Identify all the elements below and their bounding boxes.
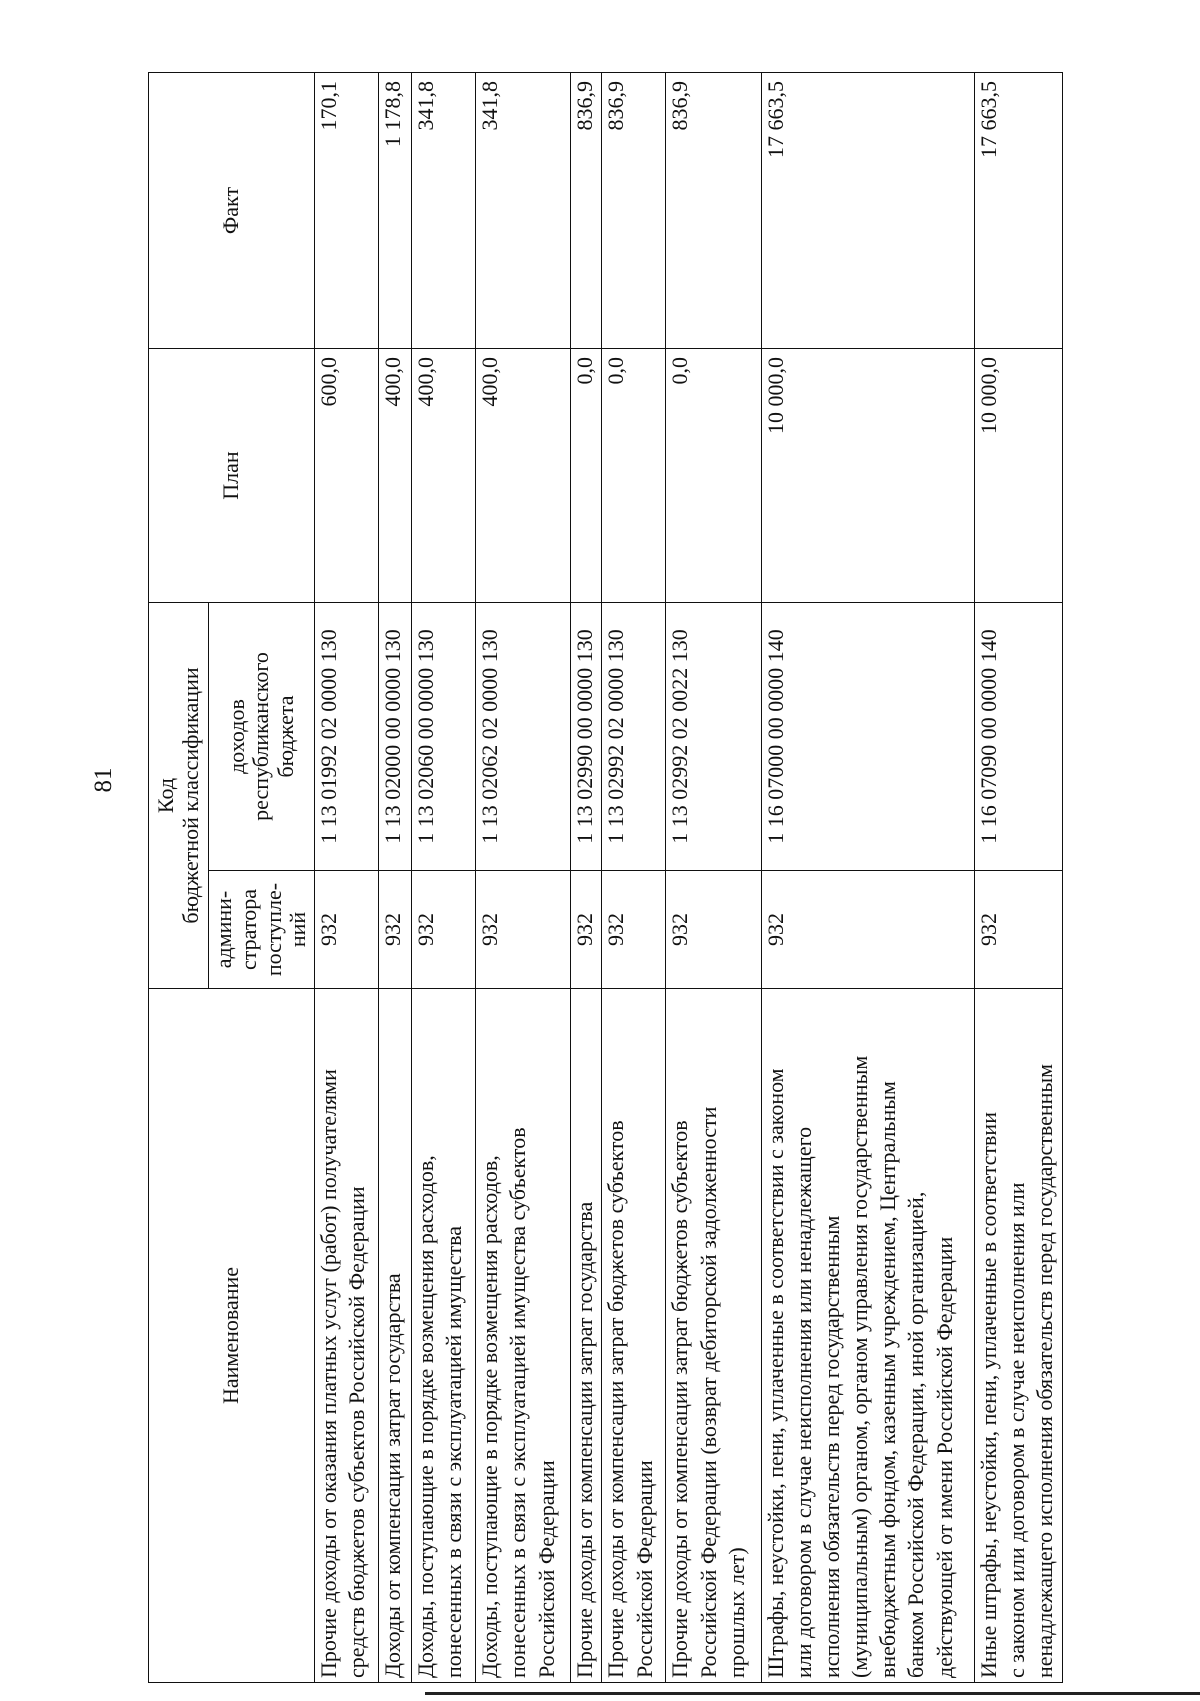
table-body	[315, 73, 1063, 1683]
row-name-line: Российской Федерации (возврат дебиторской задолженности	[695, 1106, 721, 1678]
header-administrator	[209, 871, 315, 989]
row-administrator-code: 932	[571, 871, 602, 989]
row-name-line: понесенных в связи с эксплуатацией имущества субъектов	[505, 1127, 531, 1678]
row-name	[315, 989, 379, 1683]
row-name	[666, 989, 761, 1683]
row-administrator-code: 932	[666, 871, 761, 989]
header-administrator-line: ний	[285, 911, 311, 948]
row-name-line: Российской Федерации	[533, 1460, 559, 1678]
header-administrator-line: поступле-	[260, 882, 286, 977]
header-plan: План	[149, 349, 315, 603]
row-revenue-code: 1 16 07000 00 0000 140	[761, 603, 974, 871]
header-code-group	[149, 603, 209, 989]
row-plan-value: 600,0	[315, 349, 379, 603]
row-name-line: Штрафы, неустойки, пени, уплаченные в соответствии с законом	[762, 1068, 788, 1678]
row-name-line: ненадлежащего исполнения обязательств перед государственным	[1031, 1063, 1057, 1678]
row-revenue-code: 1 13 02000 00 0000 130	[379, 603, 412, 871]
table-row	[761, 73, 974, 1683]
row-name-line: исполнения обязательств перед государственным	[818, 1215, 844, 1678]
row-revenue-code: 1 16 07090 00 0000 140	[974, 603, 1062, 871]
row-revenue-code: 1 13 02062 02 0000 130	[476, 603, 571, 871]
page-bottom-rule	[425, 1692, 1200, 1695]
row-fact-value: 341,8	[412, 73, 476, 349]
row-fact-value: 17 663,5	[761, 73, 974, 349]
row-name	[974, 989, 1062, 1683]
row-revenue-code: 1 13 02060 00 0000 130	[412, 603, 476, 871]
row-name	[412, 989, 476, 1683]
row-fact-value: 341,8	[476, 73, 571, 349]
row-name-line: прошлых лет)	[723, 1547, 749, 1678]
table-row	[974, 73, 1062, 1683]
header-code-line2: бюджетной классификации	[177, 667, 203, 924]
header-revenue-code-line: бюджета	[272, 695, 298, 778]
row-name	[761, 989, 974, 1683]
row-plan-value: 400,0	[476, 349, 571, 603]
header-administrator-line: админи-	[211, 890, 237, 969]
row-name	[571, 989, 602, 1683]
row-name-line: Доходы от компенсации затрат государства	[380, 1273, 406, 1678]
page-number: 81	[90, 767, 117, 793]
row-administrator-code: 932	[761, 871, 974, 989]
row-name-line: или договором в случае неисполнения или ненадлежащего	[790, 1126, 816, 1678]
row-name-line: Прочие доходы от компенсации затрат бюджетов субъектов	[603, 1120, 629, 1678]
table-row	[412, 73, 476, 1683]
row-fact-value: 836,9	[571, 73, 602, 349]
row-plan-value: 0,0	[571, 349, 602, 603]
header-fact: Факт	[149, 73, 315, 349]
row-plan-value: 10 000,0	[974, 349, 1062, 603]
row-fact-value: 836,9	[666, 73, 761, 349]
header-revenue-code-line: доходов	[223, 699, 249, 774]
row-fact-value: 1 178,8	[379, 73, 412, 349]
row-administrator-code: 932	[602, 871, 666, 989]
row-name-line: Прочие доходы от оказания платных услуг (работ) получателями	[316, 1069, 341, 1678]
row-name-line: средств бюджетов субъектов Российской Федерации	[344, 1186, 370, 1678]
row-fact-value: 17 663,5	[974, 73, 1062, 349]
row-name	[379, 989, 412, 1683]
row-name-line: внебюджетным фондом, казенным учреждением, Центральным	[875, 1081, 901, 1678]
row-plan-value: 0,0	[602, 349, 666, 603]
row-administrator-code: 932	[476, 871, 571, 989]
table-row	[666, 73, 761, 1683]
budget-revenue-table	[148, 72, 1063, 1683]
row-name-line: Прочие доходы от компенсации затрат государства	[572, 1201, 598, 1678]
header-name: Наименование	[149, 989, 315, 1683]
row-revenue-code: 1 13 02990 00 0000 130	[571, 603, 602, 871]
row-administrator-code: 932	[379, 871, 412, 989]
table-row	[315, 73, 379, 1683]
table-row	[476, 73, 571, 1683]
row-name	[476, 989, 571, 1683]
row-name-line: (муниципальным) органом, органом управления государственным	[847, 1055, 873, 1678]
row-administrator-code: 932	[974, 871, 1062, 989]
row-revenue-code: 1 13 02992 02 0022 130	[666, 603, 761, 871]
table-row	[571, 73, 602, 1683]
row-name-line: Доходы, поступающие в порядке возмещения расходов,	[413, 1155, 439, 1678]
row-revenue-code: 1 13 01992 02 0000 130	[315, 603, 379, 871]
row-name	[602, 989, 666, 1683]
header-code-line1: Код	[152, 777, 178, 814]
row-name-line: Российской Федерации	[631, 1460, 657, 1678]
row-plan-value: 0,0	[666, 349, 761, 603]
row-plan-value: 10 000,0	[761, 349, 974, 603]
row-name-line: Прочие доходы от компенсации затрат бюджетов субъектов	[667, 1120, 693, 1678]
row-fact-value: 170,1	[315, 73, 379, 349]
header-revenue-code-line: республиканского	[248, 652, 274, 821]
table-row	[379, 73, 412, 1683]
row-name-line: действующей от имени Российской Федерации	[931, 1236, 957, 1678]
row-revenue-code: 1 13 02992 02 0000 130	[602, 603, 666, 871]
row-administrator-code: 932	[315, 871, 379, 989]
row-name-line: с законом или договором в случае неисполнения или	[1003, 1182, 1029, 1678]
row-name-line: Иные штрафы, неустойки, пени, уплаченные в соответствии	[975, 1112, 1001, 1678]
row-name-line: банком Российской Федерации, иной организацией,	[903, 1191, 929, 1678]
row-plan-value: 400,0	[379, 349, 412, 603]
header-revenue-code	[209, 603, 315, 871]
row-name-line: понесенных в связи с эксплуатацией имущества	[441, 1225, 467, 1678]
rotated-table-container	[148, 73, 1063, 1683]
table-row	[602, 73, 666, 1683]
row-administrator-code: 932	[412, 871, 476, 989]
header-administrator-line: стратора	[235, 889, 261, 970]
row-fact-value: 836,9	[602, 73, 666, 349]
row-name-line: Доходы, поступающие в порядке возмещения расходов,	[477, 1155, 503, 1678]
row-plan-value: 400,0	[412, 349, 476, 603]
